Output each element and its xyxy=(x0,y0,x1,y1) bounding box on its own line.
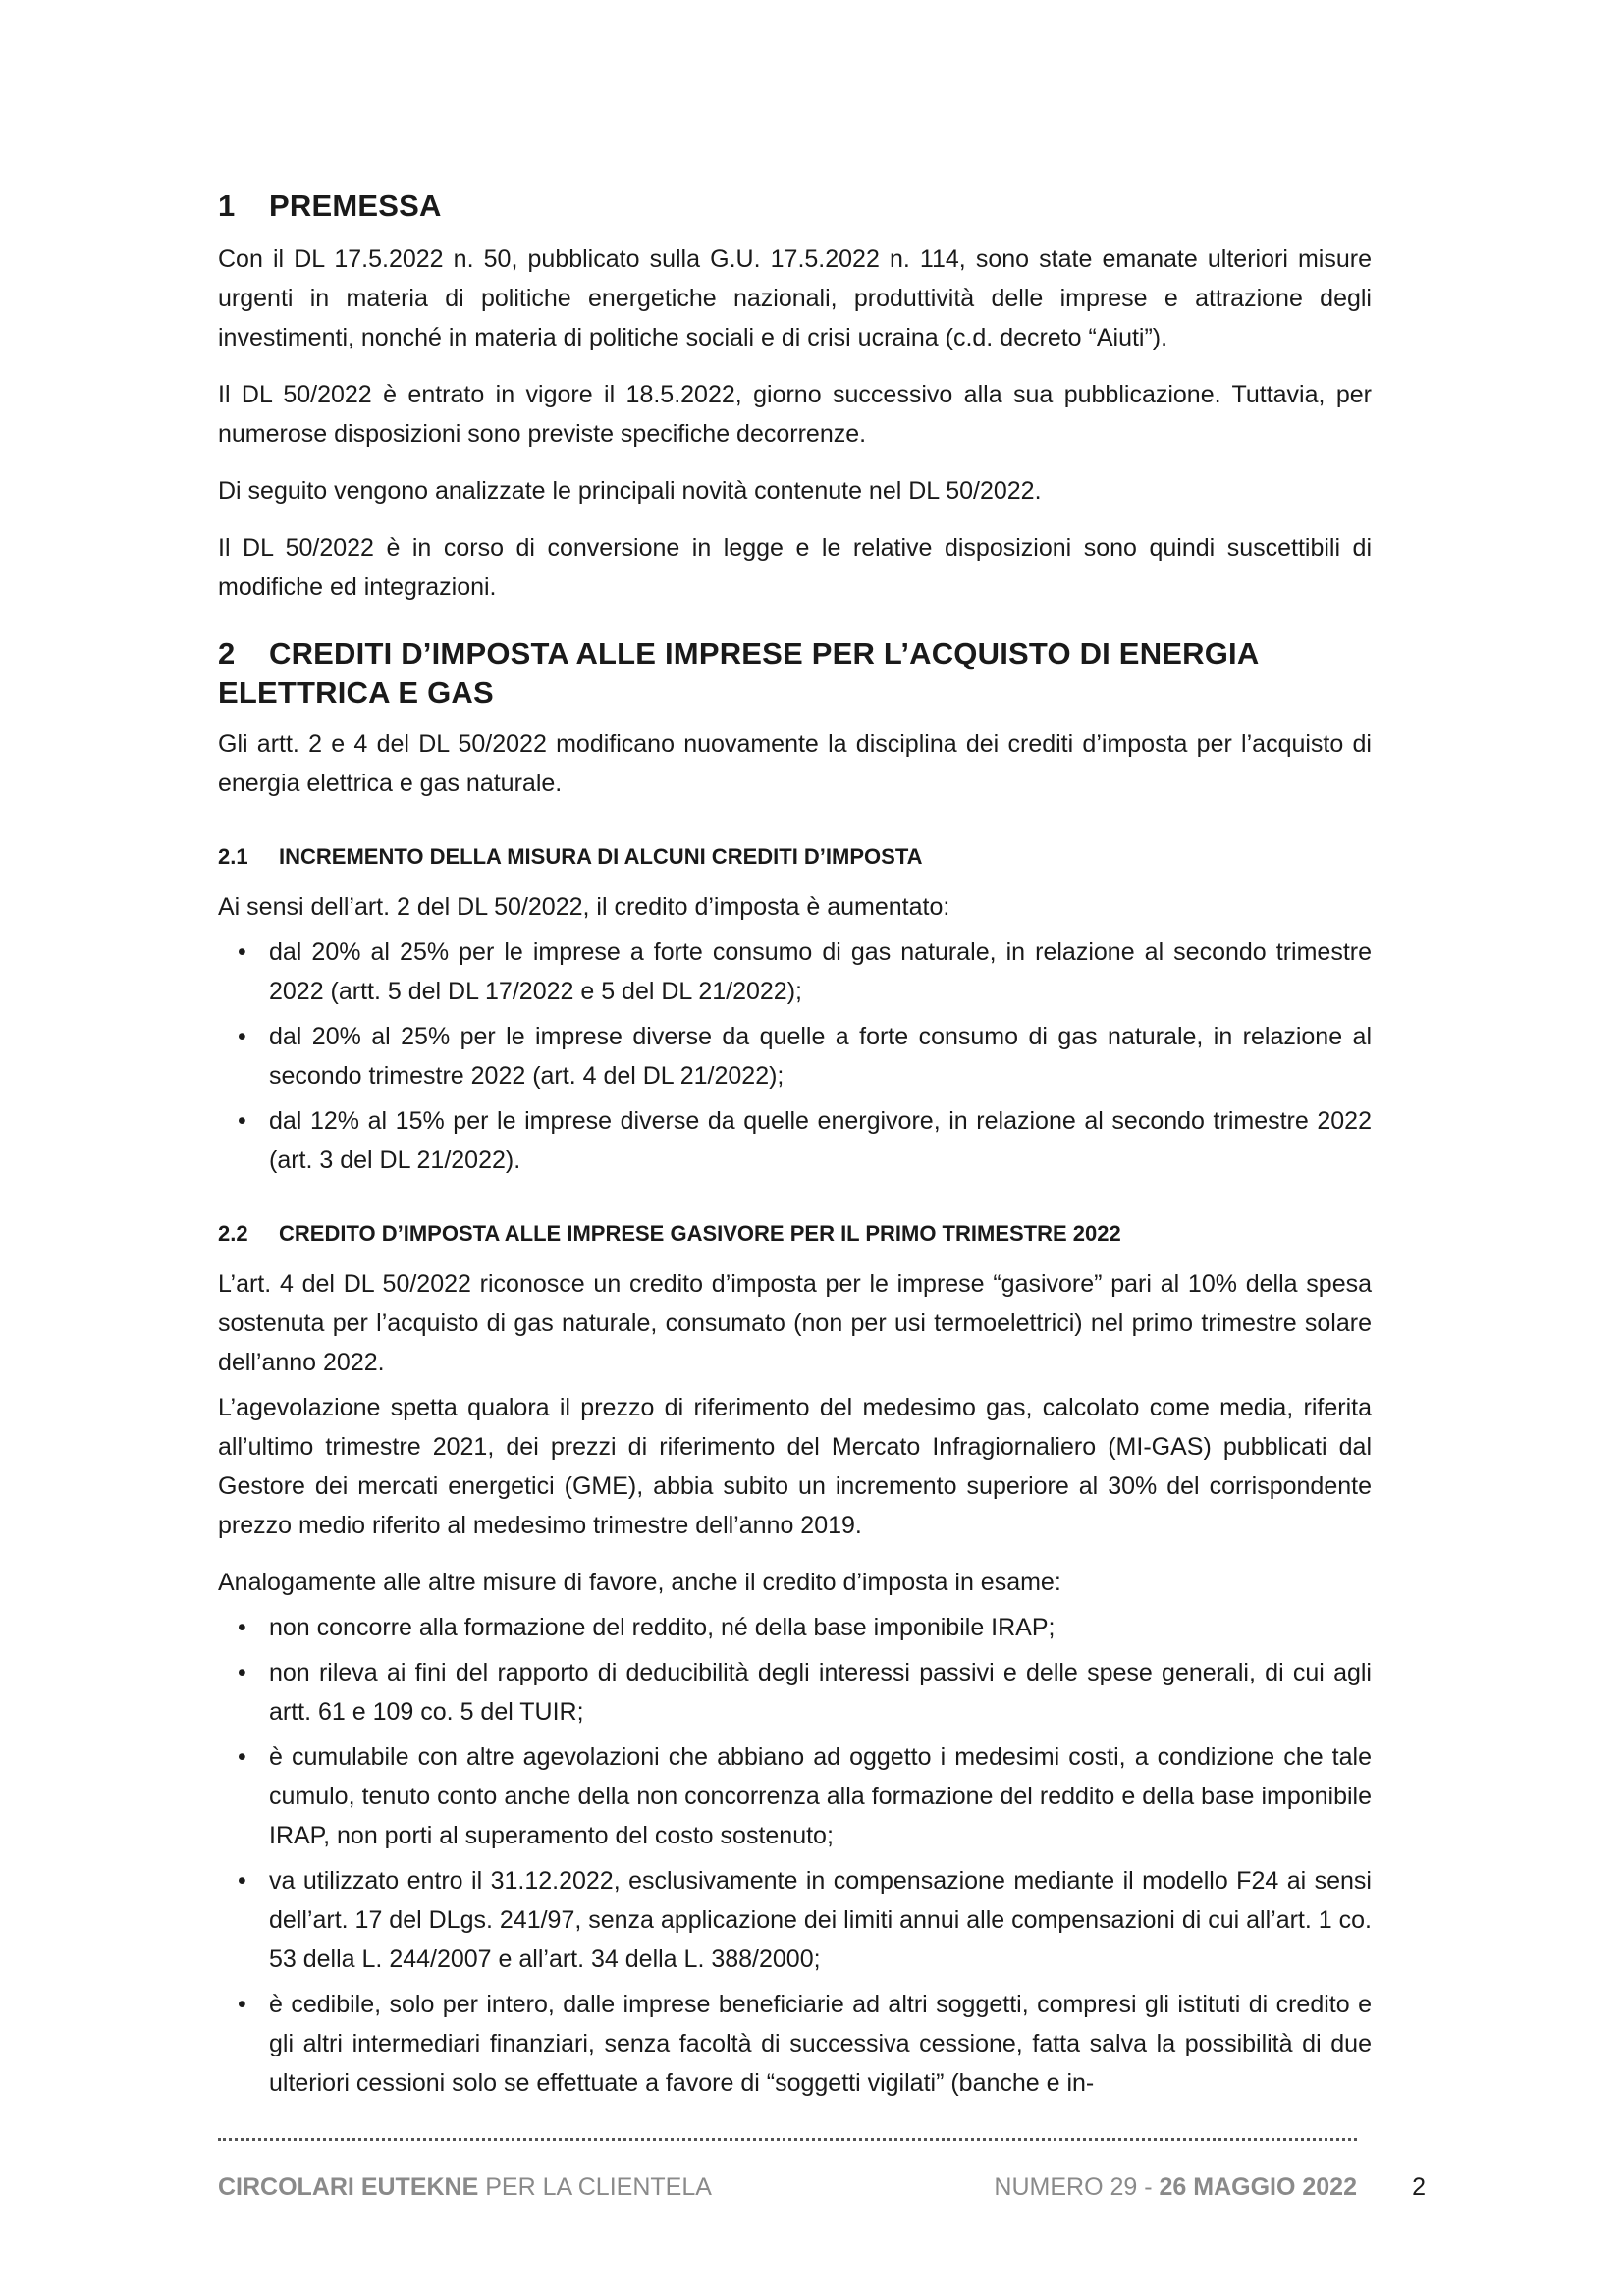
list-item: • dal 20% al 25% per le imprese diverse da quelle a forte consumo di gas naturale, in relazione al secondo trimestre 2022 (art. 4 del DL 21/2022); xyxy=(218,1017,1372,1095)
section-title: CREDITI D’IMPOSTA ALLE IMPRESE PER L’ACQUISTO DI ENERGIA ELETTRICA E GAS xyxy=(218,636,1259,710)
list-item: • non concorre alla formazione del reddito, né della base imponibile IRAP; xyxy=(218,1608,1372,1647)
document-body xyxy=(218,187,1372,2112)
footer-divider xyxy=(218,2138,1357,2141)
page-number: 2 xyxy=(1412,2173,1426,2201)
list-item: • va utilizzato entro il 31.12.2022, esclusivamente in compensazione mediante il modello F24 ai sensi dell’art. 17 del DLgs. 241/97, senza applicazione dei limiti annui alle compensazioni di cui all’art. 1 co. 53 della L. 244/2007 e all’art. 34 della L. 388/2000; xyxy=(218,1861,1372,1979)
subsection-2-1-heading xyxy=(218,842,1372,872)
section-1-heading xyxy=(218,187,1372,226)
list-item: • non rileva ai fini del rapporto di deducibilità degli interessi passivi e delle spese generali, di cui agli artt. 61 e 109 co. 5 del TUIR; xyxy=(218,1653,1372,1732)
footer-brand-rest: PER LA CLIENTELA xyxy=(478,2173,712,2201)
list-item: • è cumulabile con altre agevolazioni che abbiano ad oggetto i medesimi costi, a condizione che tale cumulo, tenuto conto anche della non concorrenza alla formazione del reddito e della base imponibile IRAP, non porti al superamento del costo sostenuto; xyxy=(218,1737,1372,1855)
paragraph: Gli artt. 2 e 4 del DL 50/2022 modificano nuovamente la disciplina dei crediti d’imposta per l’acquisto di energia elettrica e gas naturale. xyxy=(218,730,1372,797)
bullet-list xyxy=(218,933,1372,1180)
paragraph: Il DL 50/2022 è entrato in vigore il 18.5.2022, giorno successivo alla sua pubblicazione. Tuttavia, per numerose disposizioni sono previste specifiche decorrenze. xyxy=(218,381,1372,448)
section-number: 2 xyxy=(218,636,236,670)
paragraph: Di seguito vengono analizzate le principali novità contenute nel DL 50/2022. xyxy=(218,477,1042,505)
section-title: PREMESSA xyxy=(269,188,442,223)
section-number: 1 xyxy=(218,188,236,223)
footer-issue xyxy=(994,2173,1357,2202)
paragraph: Il DL 50/2022 è in corso di conversione in legge e le relative disposizioni sono quindi suscettibili di modifiche ed integrazioni. xyxy=(218,534,1372,601)
list-item: • è cedibile, solo per intero, dalle imprese beneficiarie ad altri soggetti, compresi gli istituti di credito e gli altri intermediari finanziari, senza facoltà di successiva cessione, fatta salva la possibilità di due ulteriori cessioni solo se effettuate a favore di “soggetti vigilati” (banche e in- xyxy=(218,1985,1372,2103)
paragraph: Ai sensi dell’art. 2 del DL 50/2022, il credito d’imposta è aumentato: xyxy=(218,893,950,921)
subsection-number: 2.2 xyxy=(218,1221,248,1246)
section-2-heading xyxy=(218,634,1372,713)
subsection-number: 2.1 xyxy=(218,844,248,869)
paragraph: L’art. 4 del DL 50/2022 riconosce un credito d’imposta per le imprese “gasivore” pari al 10% della spesa sostenuta per l’acquisto di gas naturale, consumato (non per usi termoelettrici) nel primo trimestre solare dell’anno 2022. xyxy=(218,1270,1372,1376)
list-item: • dal 12% al 15% per le imprese diverse da quelle energivore, in relazione al secondo trimestre 2022 (art. 3 del DL 21/2022). xyxy=(218,1101,1372,1180)
page-footer xyxy=(218,2173,1426,2213)
subsection-title: CREDITO D’IMPOSTA ALLE IMPRESE GASIVORE PER IL PRIMO TRIMESTRE 2022 xyxy=(279,1221,1121,1246)
bullet-list xyxy=(218,1608,1372,2103)
footer-brand xyxy=(218,2173,712,2202)
footer-brand-bold: CIRCOLARI EUTEKNE xyxy=(218,2173,479,2201)
list-item: • dal 20% al 25% per le imprese a forte consumo di gas naturale, in relazione al secondo trimestre 2022 (artt. 5 del DL 17/2022 e 5 del DL 21/2022); xyxy=(218,933,1372,1011)
subsection-title: INCREMENTO DELLA MISURA DI ALCUNI CREDITI D’IMPOSTA xyxy=(279,844,923,869)
paragraph: Con il DL 17.5.2022 n. 50, pubblicato sulla G.U. 17.5.2022 n. 114, sono state emanate ulteriori misure urgenti in materia di politiche energetiche nazionali, produttività delle imprese e attrazione degli investimenti, nonché in materia di politiche sociali e di crisi ucraina (c.d. decreto “Aiuti”). xyxy=(218,245,1372,351)
subsection-2-2-heading xyxy=(218,1219,1372,1249)
footer-issue-number: NUMERO 29 - xyxy=(994,2173,1160,2201)
paragraph: Analogamente alle altre misure di favore, anche il credito d’imposta in esame: xyxy=(218,1569,1061,1596)
footer-issue-date: 26 MAGGIO 2022 xyxy=(1159,2173,1357,2201)
paragraph: L’agevolazione spetta qualora il prezzo di riferimento del medesimo gas, calcolato come media, riferita all’ultimo trimestre 2021, dei prezzi di riferimento del Mercato Infragiornaliero (MI-GAS) pubblicati dal Gestore dei mercati energetici (GME), abbia subito un incremento superiore al 30% del corrispondente prezzo medio riferito al medesimo trimestre dell’anno 2019. xyxy=(218,1394,1372,1539)
